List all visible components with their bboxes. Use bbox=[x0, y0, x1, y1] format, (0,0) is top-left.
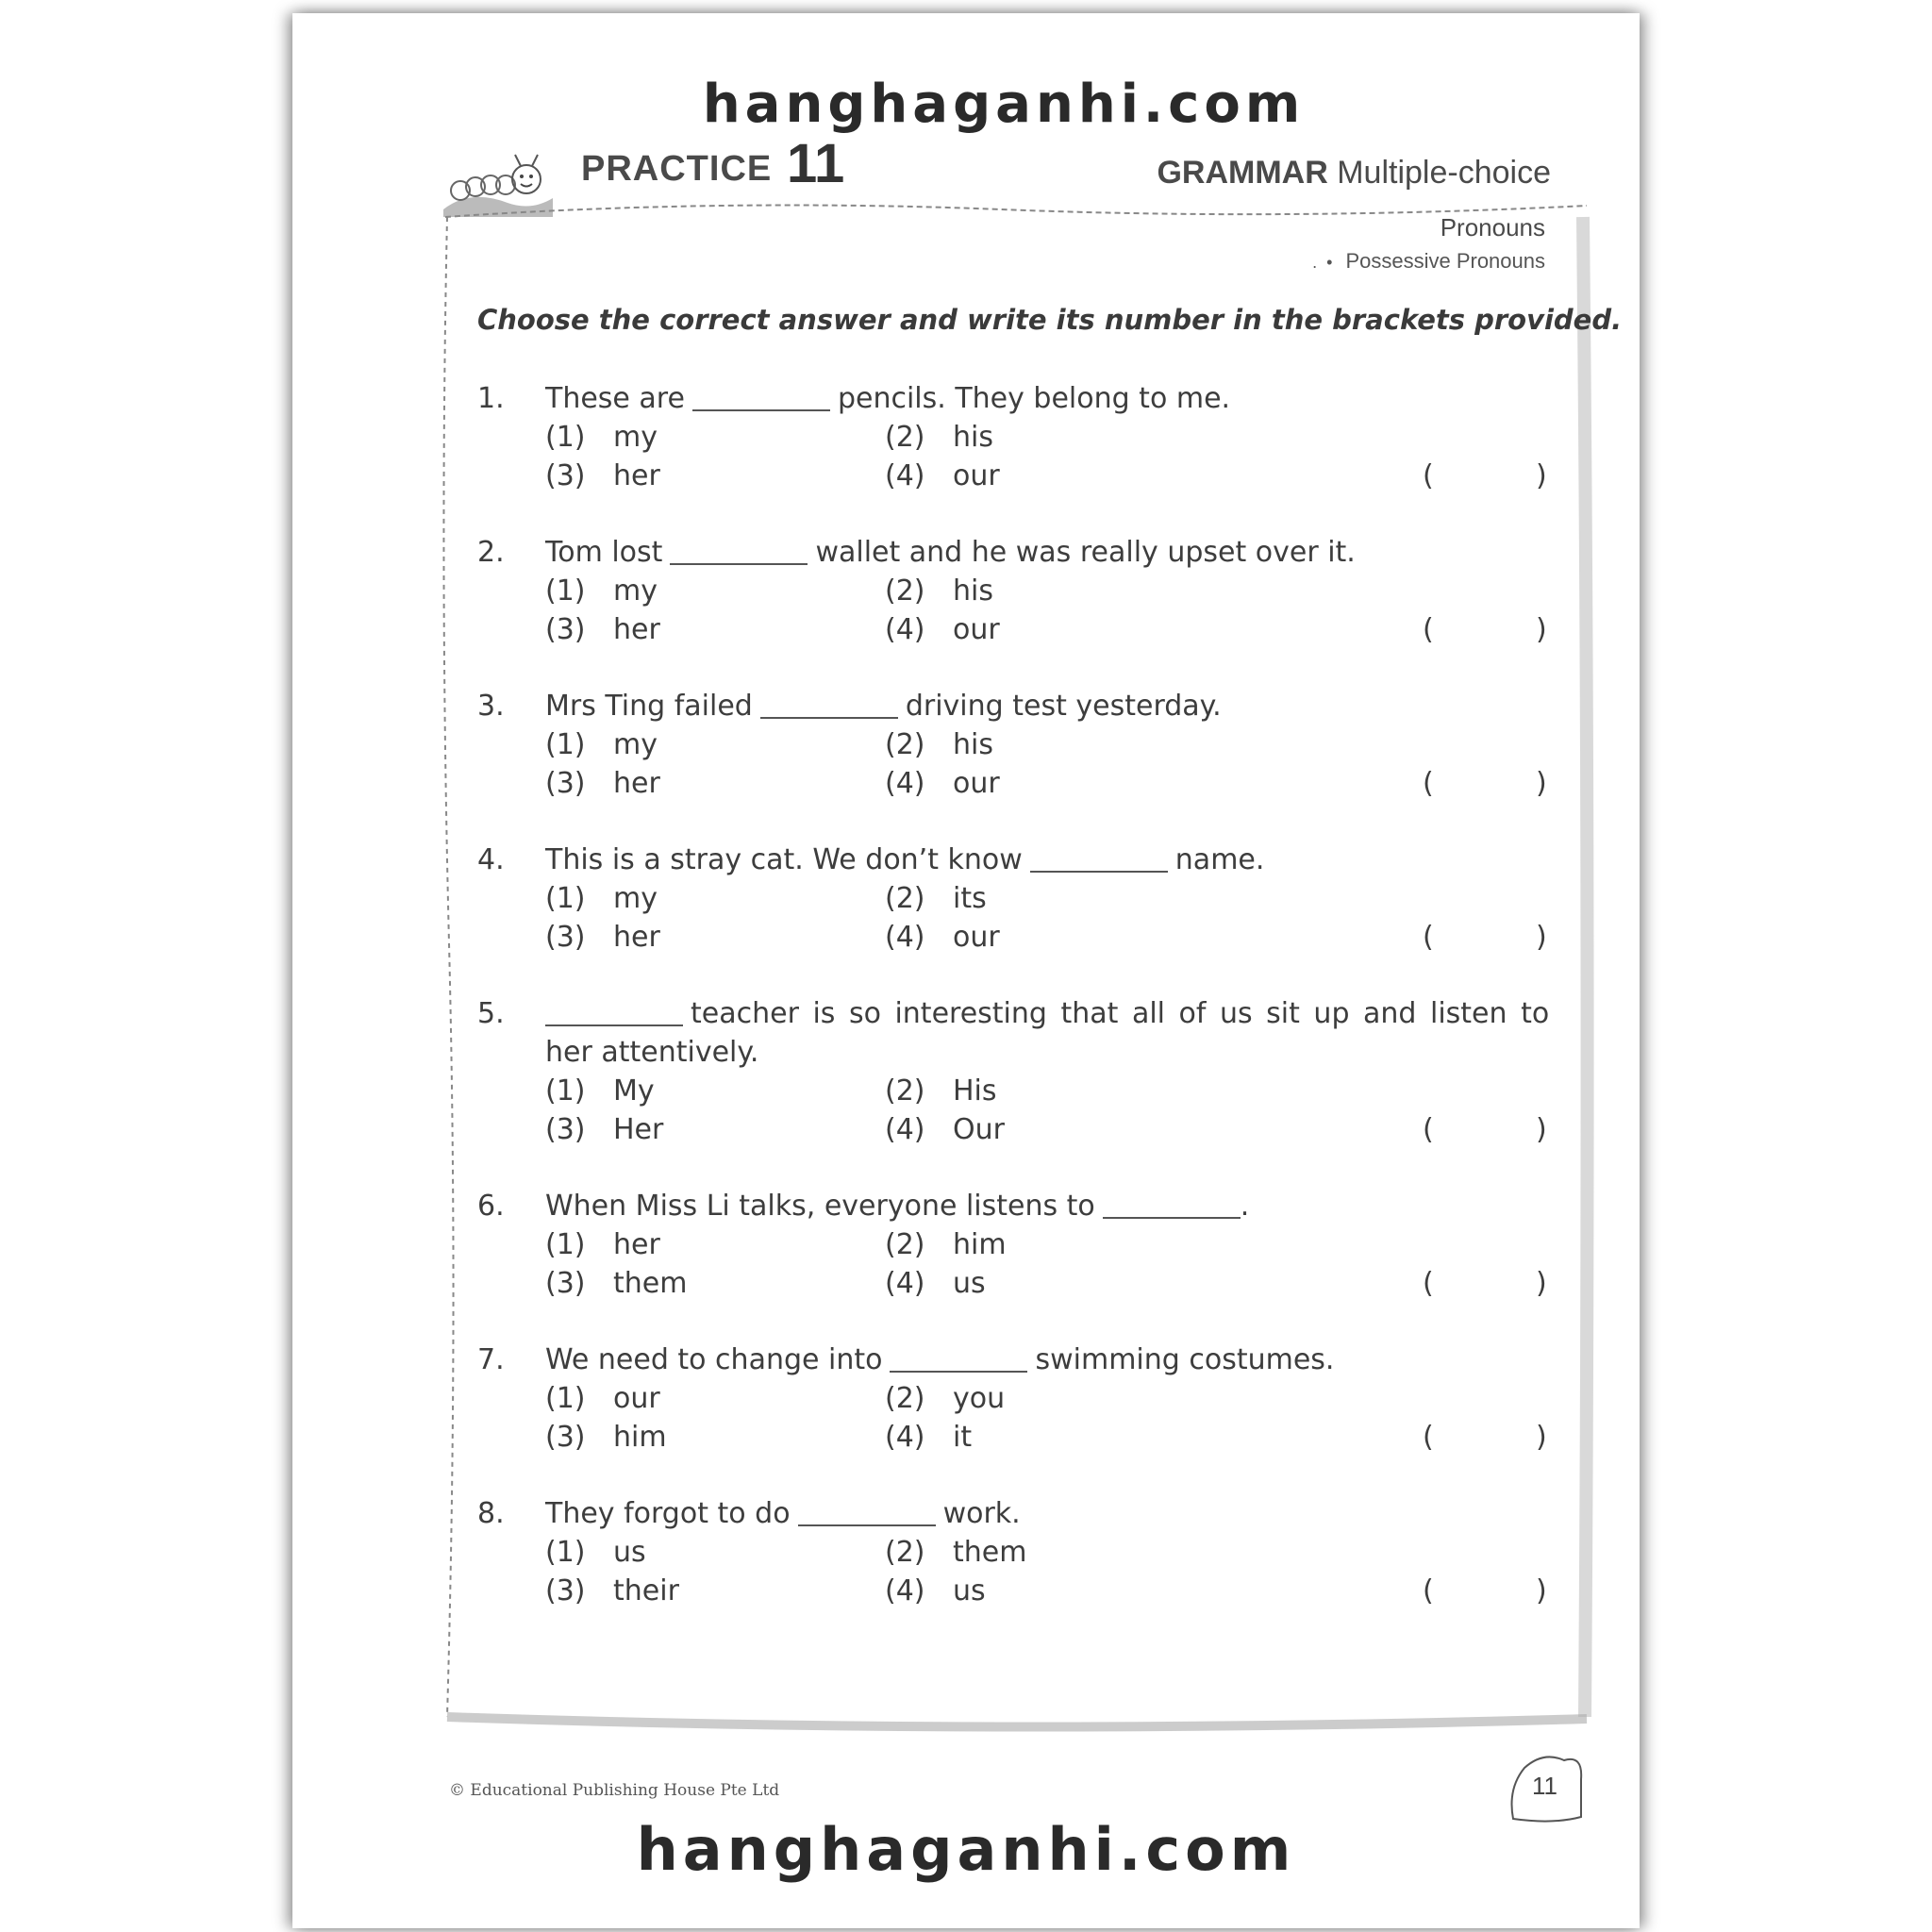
option-word: our bbox=[953, 613, 1000, 646]
answer-blank bbox=[1030, 842, 1168, 873]
option-word: us bbox=[953, 1267, 986, 1300]
answer-blank bbox=[890, 1342, 1027, 1373]
option-word: my bbox=[613, 421, 658, 454]
question-3 bbox=[477, 687, 1553, 803]
question-number: 3. bbox=[477, 690, 505, 723]
option-word: us bbox=[613, 1536, 646, 1569]
answer-bracket-open[interactable]: ( bbox=[1423, 1421, 1434, 1454]
option-word: their bbox=[613, 1574, 679, 1607]
practice-label: PRACTICE bbox=[581, 149, 773, 189]
question-text-before: We need to change into bbox=[545, 1343, 883, 1376]
option-number: (2) bbox=[885, 575, 925, 608]
answer-bracket-close: ) bbox=[1536, 1267, 1547, 1300]
option-number: (4) bbox=[885, 767, 925, 800]
question-text-before: When Miss Li talks, everyone listens to bbox=[545, 1190, 1095, 1223]
question-text-before: These are bbox=[545, 382, 685, 415]
question-text-after: name. bbox=[1174, 843, 1265, 876]
answer-bracket-open[interactable]: ( bbox=[1423, 1113, 1434, 1146]
answer-blank bbox=[545, 996, 683, 1026]
answer-blank bbox=[760, 689, 898, 719]
option-word: him bbox=[613, 1421, 667, 1454]
option-word: her bbox=[613, 459, 660, 492]
answer-bracket-open[interactable]: ( bbox=[1423, 1574, 1434, 1607]
option-number: (1) bbox=[545, 728, 586, 761]
section-title-bold: GRAMMAR bbox=[1157, 155, 1328, 191]
option-word: its bbox=[953, 882, 987, 915]
section-title-rest: Multiple-choice bbox=[1337, 155, 1551, 191]
option-number: (1) bbox=[545, 882, 586, 915]
option-word: him bbox=[953, 1228, 1007, 1261]
subtopic-text: Possessive Pronouns bbox=[1345, 249, 1545, 273]
option-number: (4) bbox=[885, 1113, 925, 1146]
option-number: (3) bbox=[545, 1574, 586, 1607]
option-word: my bbox=[613, 575, 658, 608]
option-number: (2) bbox=[885, 1382, 925, 1415]
question-text-before: Mrs Ting failed bbox=[545, 690, 753, 723]
question-6 bbox=[477, 1187, 1553, 1303]
question-text-after: driving test yesterday. bbox=[905, 690, 1222, 723]
question-1 bbox=[477, 379, 1553, 495]
option-word: his bbox=[953, 421, 993, 454]
answer-bracket-close: ) bbox=[1536, 767, 1547, 800]
watermark-top: hanghaganhi.com bbox=[702, 74, 1306, 135]
option-number: (1) bbox=[545, 421, 586, 454]
question-number: 1. bbox=[477, 382, 505, 415]
option-word: them bbox=[953, 1536, 1027, 1569]
answer-bracket-close: ) bbox=[1536, 459, 1547, 492]
question-5 bbox=[477, 994, 1553, 1149]
option-word: her bbox=[613, 613, 660, 646]
option-number: (1) bbox=[545, 1382, 586, 1415]
question-text-before: Tom lost bbox=[545, 536, 663, 569]
question-8 bbox=[477, 1494, 1553, 1610]
answer-bracket-close: ) bbox=[1536, 1113, 1547, 1146]
option-number: (2) bbox=[885, 421, 925, 454]
option-number: (1) bbox=[545, 575, 586, 608]
question-text-after: . bbox=[1240, 1190, 1250, 1223]
answer-bracket-open[interactable]: ( bbox=[1423, 459, 1434, 492]
option-number: (2) bbox=[885, 1228, 925, 1261]
option-number: (3) bbox=[545, 1267, 586, 1300]
question-number: 8. bbox=[477, 1497, 505, 1530]
option-number: (3) bbox=[545, 613, 586, 646]
answer-bracket-close: ) bbox=[1536, 1421, 1547, 1454]
option-number: (1) bbox=[545, 1536, 586, 1569]
subtopic-label: . • Possessive Pronouns bbox=[1312, 249, 1545, 273]
option-word: her bbox=[613, 921, 660, 954]
option-number: (3) bbox=[545, 1113, 586, 1146]
question-4 bbox=[477, 841, 1553, 957]
page-number: 11 bbox=[1532, 1772, 1557, 1800]
option-number: (3) bbox=[545, 1421, 586, 1454]
option-word: my bbox=[613, 728, 658, 761]
option-word: his bbox=[953, 575, 993, 608]
question-2 bbox=[477, 533, 1553, 649]
question-list bbox=[477, 379, 1553, 1648]
option-word: it bbox=[953, 1421, 973, 1454]
answer-blank bbox=[1103, 1189, 1241, 1219]
question-text-after: wallet and he was really upset over it. bbox=[815, 536, 1356, 569]
question-number: 4. bbox=[477, 843, 505, 876]
option-number: (3) bbox=[545, 921, 586, 954]
option-word: His bbox=[953, 1074, 997, 1108]
question-text-after: teacher is so interesting that all of us sit up and listen to bbox=[691, 997, 1550, 1030]
option-word: them bbox=[613, 1267, 688, 1300]
option-number: (1) bbox=[545, 1074, 586, 1108]
option-number: (1) bbox=[545, 1228, 586, 1261]
option-number: (4) bbox=[885, 459, 925, 492]
instruction-text: Choose the correct answer and write its number in the brackets provided. bbox=[477, 304, 1623, 336]
option-word: you bbox=[953, 1382, 1006, 1415]
answer-bracket-close: ) bbox=[1536, 613, 1547, 646]
option-word: our bbox=[953, 459, 1000, 492]
option-number: (2) bbox=[885, 1074, 925, 1108]
option-word: My bbox=[613, 1074, 655, 1108]
option-word: her bbox=[613, 1228, 660, 1261]
option-word: her bbox=[613, 767, 660, 800]
question-text-before: This is a stray cat. We don’t know bbox=[545, 843, 1023, 876]
watermark-bottom: hanghaganhi.com bbox=[636, 1815, 1296, 1884]
section-title bbox=[1157, 155, 1551, 192]
option-number: (4) bbox=[885, 921, 925, 954]
option-number: (3) bbox=[545, 459, 586, 492]
answer-bracket-open[interactable]: ( bbox=[1423, 921, 1434, 954]
option-number: (4) bbox=[885, 613, 925, 646]
option-number: (2) bbox=[885, 728, 925, 761]
question-number: 2. bbox=[477, 536, 505, 569]
answer-bracket-close: ) bbox=[1536, 921, 1547, 954]
answer-bracket-close: ) bbox=[1536, 1574, 1547, 1607]
option-number: (2) bbox=[885, 1536, 925, 1569]
option-word: our bbox=[953, 921, 1000, 954]
topic-label: Pronouns bbox=[1440, 213, 1545, 242]
answer-blank bbox=[798, 1496, 936, 1526]
question-number: 7. bbox=[477, 1343, 505, 1376]
answer-bracket-open[interactable]: ( bbox=[1423, 613, 1434, 646]
copyright-text: © Educational Publishing House Pte Ltd bbox=[449, 1781, 780, 1800]
question-text-after: swimming costumes. bbox=[1035, 1343, 1335, 1376]
option-number: (4) bbox=[885, 1574, 925, 1607]
answer-bracket-open[interactable]: ( bbox=[1423, 767, 1434, 800]
answer-bracket-open[interactable]: ( bbox=[1423, 1267, 1434, 1300]
option-number: (3) bbox=[545, 767, 586, 800]
option-word: us bbox=[953, 1574, 986, 1607]
question-text-before: They forgot to do bbox=[545, 1497, 791, 1530]
option-number: (2) bbox=[885, 882, 925, 915]
option-number: (4) bbox=[885, 1421, 925, 1454]
option-word: our bbox=[613, 1382, 660, 1415]
answer-blank bbox=[692, 381, 830, 411]
question-text-line2: her attentively. bbox=[545, 1036, 759, 1069]
option-word: Her bbox=[613, 1113, 664, 1146]
question-number: 6. bbox=[477, 1190, 505, 1223]
option-word: Our bbox=[953, 1113, 1005, 1146]
question-7 bbox=[477, 1341, 1553, 1457]
answer-blank bbox=[670, 535, 808, 565]
practice-number: 11 bbox=[787, 133, 845, 194]
option-word: our bbox=[953, 767, 1000, 800]
option-number: (4) bbox=[885, 1267, 925, 1300]
question-text-after: work. bbox=[942, 1497, 1021, 1530]
question-number: 5. bbox=[477, 997, 505, 1030]
option-word: my bbox=[613, 882, 658, 915]
question-text-after: pencils. They belong to me. bbox=[837, 382, 1231, 415]
option-word: his bbox=[953, 728, 993, 761]
